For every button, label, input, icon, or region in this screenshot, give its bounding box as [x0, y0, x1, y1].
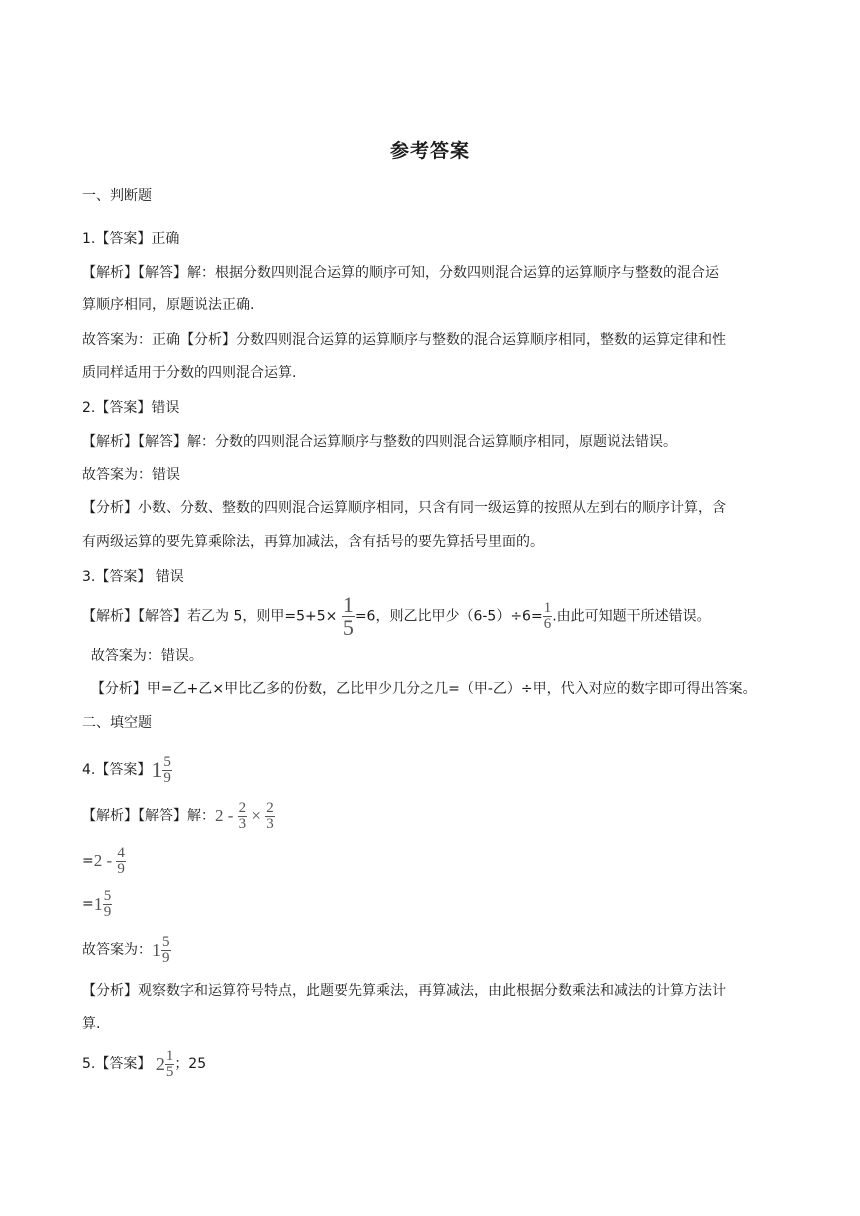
q4-result-label: 故答案为：: [82, 942, 152, 958]
q4-step2-fraction: [103, 889, 113, 920]
page-title: 参考答案: [389, 140, 470, 162]
section-heading-fill-blank: 二、填空题: [82, 715, 152, 731]
q4-step2: [82, 886, 800, 922]
q4-expr-operator: ×: [247, 806, 266, 825]
fraction-denominator: 9: [103, 903, 112, 920]
fraction-denominator: 3: [266, 815, 274, 832]
q4-answer: [82, 752, 800, 788]
q4-expr-part-a: 2 -: [215, 806, 238, 825]
q4-step1: [82, 843, 800, 879]
q4-analysis: [82, 798, 800, 834]
q1-answer: 1.【答案】正确: [82, 231, 180, 247]
q4-step1-part-a: 2 -: [93, 851, 117, 870]
q4-result-fraction: [161, 935, 171, 966]
q2-answer: 2.【答案】错误: [82, 400, 180, 416]
fraction-denominator: 6: [543, 616, 552, 632]
q4-answer-whole: 1: [151, 757, 163, 782]
q5-answer: [82, 1046, 800, 1082]
q2-analysis: 【解析】【解答】解：分数的四则混合运算顺序与整数的四则混合运算顺序相同，原题说法错误。: [82, 434, 677, 450]
q2-note-line2: 有两级运算的要先算乘除法，再算加减法，含有括号的要先算括号里面的。: [82, 534, 544, 550]
q4-step2-whole: 1: [93, 894, 103, 914]
q5-answer-label: 5.【答案】: [82, 1056, 156, 1072]
q1-analysis-line1: 【解析】【解答】解：根据分数四则混合运算的顺序可知，分数四则混合运算的运算顺序与整数的混合运: [82, 265, 719, 281]
q3-analysis: [82, 594, 800, 639]
fraction-numerator: 5: [162, 933, 170, 950]
fraction-numerator: 2: [238, 799, 247, 816]
q4-note-line2: 算.: [82, 1016, 101, 1032]
fraction-numerator: 5: [103, 887, 112, 904]
q5-answer-fraction: [165, 1049, 175, 1080]
fraction-denominator: 9: [163, 769, 171, 786]
fraction-denominator: 9: [162, 949, 170, 966]
q1-analysis-line2: 算顺序相同，原题说法正确.: [82, 297, 255, 313]
q3-note: 【分析】甲=乙+乙×甲比乙多的份数，乙比甲少几分之几=（甲-乙）÷甲，代入对应的数字即可得出答案。: [82, 681, 757, 697]
fraction-numerator: 2: [266, 799, 274, 816]
equals-sign: =: [82, 853, 94, 869]
q4-result: [82, 932, 800, 968]
q4-analysis-label: 【解析】【解答】解：: [82, 808, 215, 824]
q4-answer-fraction: [162, 755, 172, 786]
q3-result: 故答案为：错误。: [82, 648, 203, 664]
fraction-numerator: 1: [543, 600, 552, 616]
fraction-numerator: 5: [163, 753, 171, 770]
fraction-numerator: 1: [342, 592, 354, 617]
fraction-numerator: 4: [117, 844, 125, 861]
q2-note-line1: 【分析】小数、分数、整数的四则混合运算顺序相同，只含有同一级运算的按照从左到右的顺序计算，含: [82, 500, 726, 516]
q4-result-whole: 1: [152, 940, 161, 960]
q1-note-line1: 故答案为：正确【分析】分数四则混合运算的运算顺序与整数的混合运算顺序相同，整数的运算定律和性: [82, 332, 726, 348]
fraction-one-sixth: [543, 601, 553, 632]
fraction-denominator: 9: [117, 860, 125, 877]
q3-answer: 3.【答案】 错误: [82, 569, 184, 585]
fraction-four-ninths: [116, 846, 126, 877]
q5-answer-tail: ；25: [174, 1056, 207, 1072]
q2-result: 故答案为：错误: [82, 467, 180, 483]
q3-analysis-part-a: 【解析】【解答】若乙为 5，则甲=5+5×: [82, 608, 342, 625]
q3-analysis-part-b: =6，则乙比甲少（6-5）÷6=: [354, 608, 543, 625]
q3-analysis-part-c: .由此可知题干所述错误。: [552, 608, 711, 625]
q4-note-line1: 【分析】观察数字和运算符号特点，此题要先算乘法，再算减法，由此根据分数乘法和减法的计算方法计: [82, 983, 726, 999]
q1-note-line2: 质同样适用于分数的四则混合运算.: [82, 365, 297, 381]
q4-answer-label: 4.【答案】: [82, 762, 152, 778]
fraction-one-fifth: [342, 594, 355, 639]
fraction-denominator: 3: [238, 815, 247, 832]
q5-answer-whole: 2: [155, 1054, 165, 1074]
section-heading-judgment: 一、判断题: [82, 188, 152, 204]
fraction-two-thirds: [265, 801, 275, 832]
equals-sign: =: [82, 896, 94, 912]
fraction-denominator: 5: [342, 615, 354, 640]
fraction-numerator: 1: [165, 1047, 174, 1064]
fraction-two-thirds: [238, 801, 248, 832]
fraction-denominator: 5: [165, 1063, 174, 1080]
